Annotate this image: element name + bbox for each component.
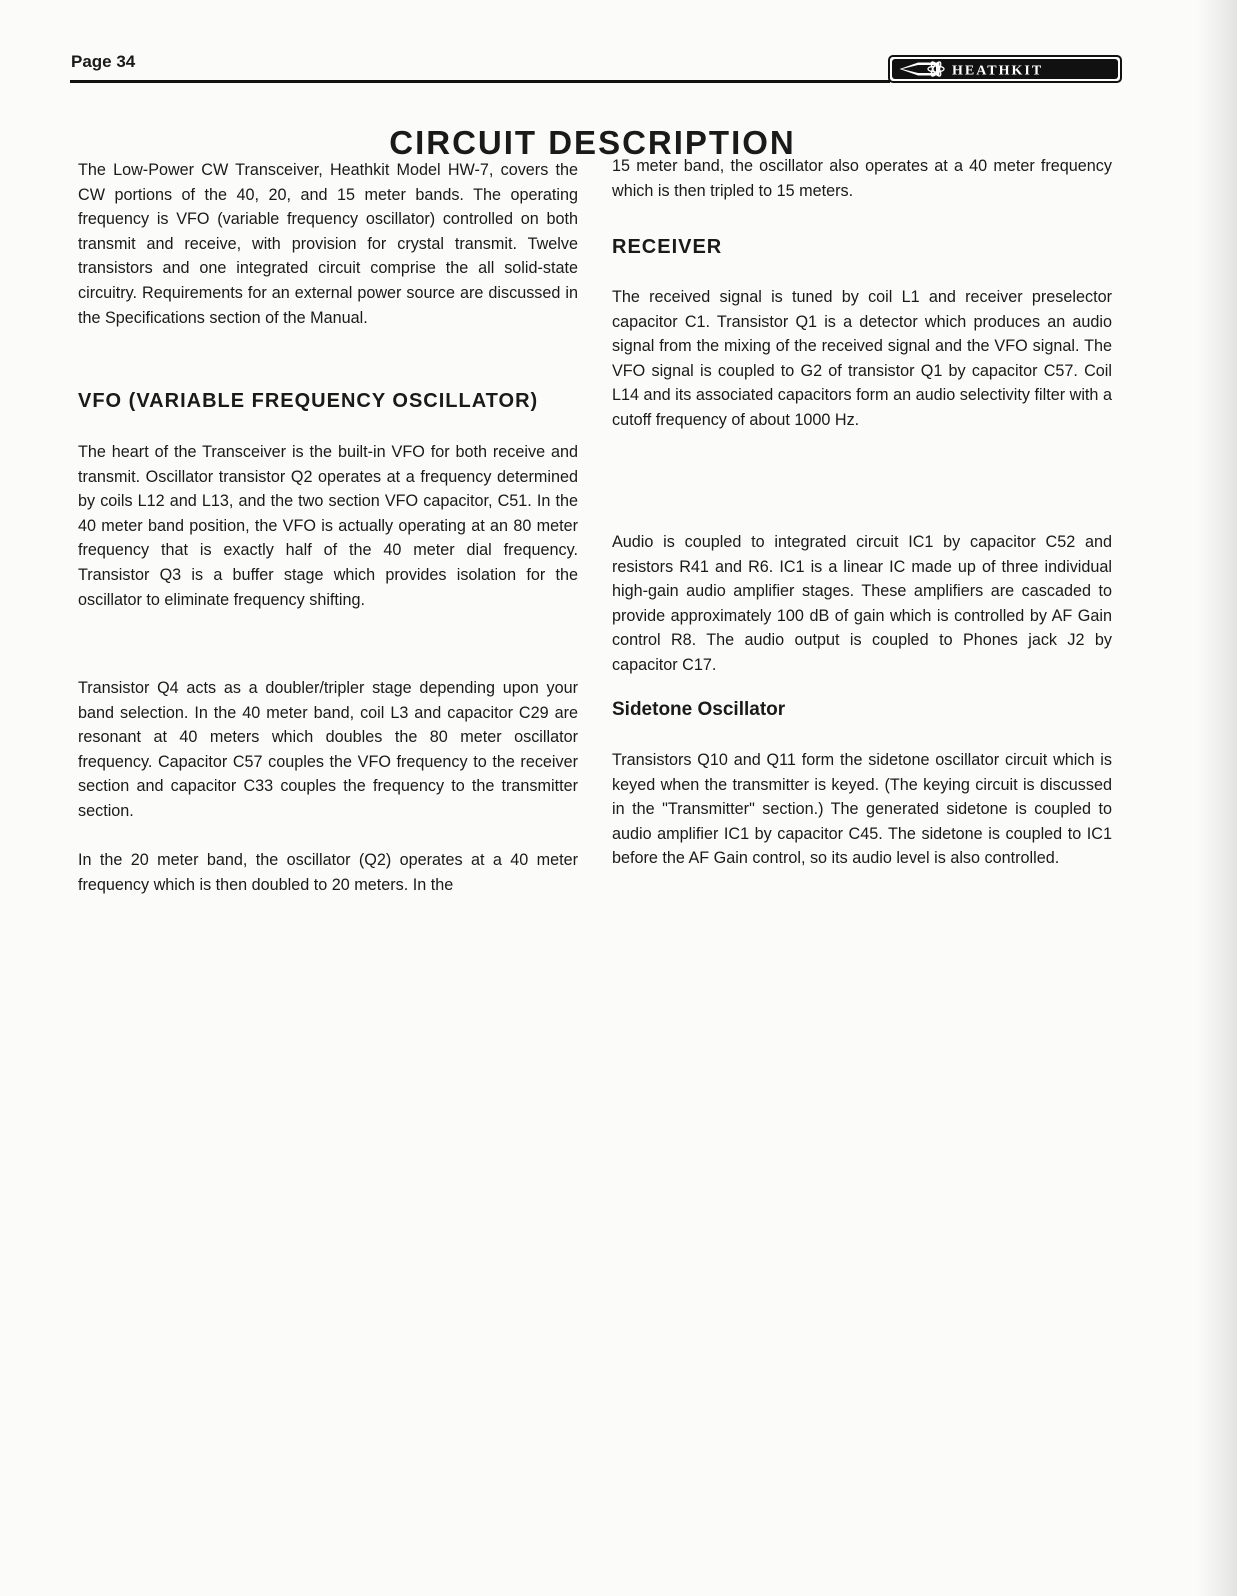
vfo-heading: VFO (VARIABLE FREQUENCY OSCILLATOR) [78,390,539,412]
vfo-paragraph: The heart of the Transceiver is the built-in VFO for both receive and transmit. Oscillator transistor Q2 operates at a frequency determined by coils L12 and L13, and the two section VFO capacitor, C51. In the 40 meter band position, the VFO is actually operating at an 80 meter frequency that is exactly half of the 40 meter dial frequency. Transistor Q3 is a buffer stage which provides isolation for the oscillator to eliminate frequency shifting. [78,443,578,609]
receiver-paragraph: The received signal is tuned by coil L1 and receiver preselector capacitor C1. Transistor Q1 is a detector which produces an audio signal from the mixing of the received signal and the VFO signal. The VFO signal is coupled to G2 of transistor Q1 by capacitor C57. Coil L14 and its associated capacitors form an audio selectivity filter with a cutoff frequency of about 1000 Hz. [612,288,1112,429]
audio-paragraph: Audio is coupled to integrated circuit IC1 by capacitor C52 and resistors R41 and R6. IC1 is a linear IC made up of three individual high-gain audio amplifier stages. These amplifiers are cascaded to provide approximately 100 dB of gain which is controlled by AF Gain control R8. The audio output is coupled to Phones jack J2 by capacitor C17. [612,533,1112,674]
receiver-heading: RECEIVER [612,236,723,258]
sidetone-paragraph: Transistors Q10 and Q11 form the sidetone oscillator circuit which is keyed when the transmitter is keyed. (The keying circuit is discussed in the "Transmitter" section.) The generated sidetone is coupled to audio amplifier IC1 by capacitor C45. The sidetone is coupled to IC1 before the AF Gain control, so its audio level is also controlled. [612,751,1112,868]
svg-text:HEATHKIT: HEATHKIT [952,63,1044,79]
heathkit-logo [888,54,1124,84]
band-paragraph: In the 20 meter band, the oscillator (Q2) operates at a 40 meter frequency which is then doubled to 20 meters. In the [78,851,578,894]
doubler-paragraph: Transistor Q4 acts as a doubler/tripler stage depending upon your band selection. In the 40 meter band, coil L3 and capacitor C29 are resonant at 40 meters which doubles the 80 meter oscillator frequency. Capacitor C57 couples the VFO frequency to the receiver section and capacitor C33 couples the frequency to the transmitter section. [78,679,578,820]
page-edge-shadow [1197,0,1237,1596]
intro-paragraph: The Low-Power CW Transceiver, Heathkit Model HW-7, covers the CW portions of the 40, 20, and 15 meter bands. The operating frequency is VFO (variable frequency oscillator) controlled on both transmit and receive, with provision for crystal transmit. Twelve transistors and one integrated circuit comprise the all solid-state circuitry. Requirements for an external power source are discussed in the Specifications section of the Manual. [78,161,578,327]
band-paragraph-continued: 15 meter band, the oscillator also operates at a 40 meter frequency which is then tripled to 15 meters. [612,157,1112,200]
sidetone-heading: Sidetone Oscillator [612,699,786,720]
page-title: CIRCUIT DESCRIPTION [389,124,796,162]
page-number: Page 34 [71,52,136,71]
header-rule [70,80,890,83]
